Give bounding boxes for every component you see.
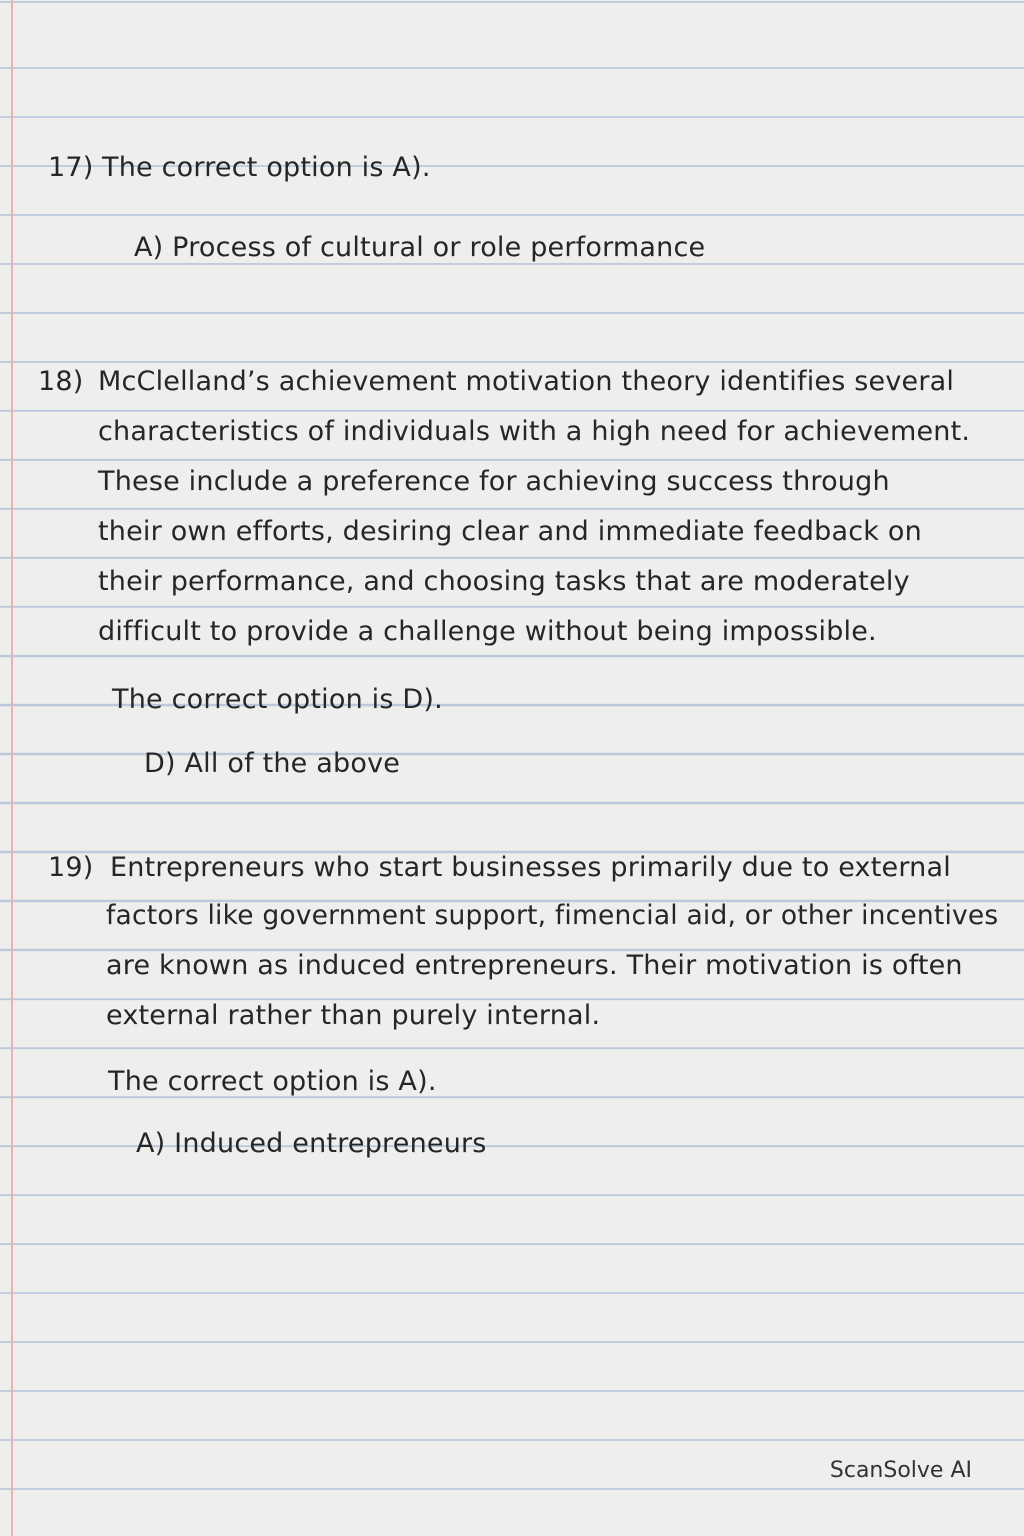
q18-explanation-line-2: characteristics of individuals with a high need for achievement. bbox=[98, 416, 971, 447]
q17-answer-line bbox=[48, 152, 431, 183]
q18-answer-line: The correct option is D). bbox=[112, 684, 443, 715]
q17-number: 17) bbox=[48, 152, 94, 183]
q18-explanation-line-4: their own efforts, desiring clear and immediate feedback on bbox=[98, 516, 922, 547]
q18-explanation-line-6: difficult to provide a challenge without being impossible. bbox=[98, 616, 877, 647]
q19-choice: A) Induced entrepreneurs bbox=[136, 1128, 487, 1159]
q17-choice: A) Process of cultural or role performance bbox=[134, 232, 706, 263]
q18-explanation-line-3: These include a preference for achieving success through bbox=[98, 466, 890, 497]
watermark: ScanSolve AI bbox=[829, 1458, 972, 1483]
q19-explanation-line-3: are known as induced entrepreneurs. Their motivation is often bbox=[106, 950, 963, 981]
q18-line-1-text: McClelland’s achievement motivation theory identifies several bbox=[98, 366, 955, 397]
q19-explanation-line-4: external rather than purely internal. bbox=[106, 1000, 601, 1031]
q18-explanation-line-1 bbox=[38, 366, 954, 397]
q17-answer-text: The correct option is A). bbox=[102, 152, 431, 183]
q18-explanation-line-5: their performance, and choosing tasks that are moderately bbox=[98, 566, 910, 597]
q19-answer-line: The correct option is A). bbox=[108, 1066, 437, 1097]
q18-number: 18) bbox=[38, 366, 84, 397]
q19-explanation-line-1 bbox=[48, 852, 951, 883]
q18-choice: D) All of the above bbox=[144, 748, 401, 779]
q19-number: 19) bbox=[48, 852, 94, 883]
q19-line-1-text: Entrepreneurs who start businesses primarily due to external bbox=[110, 852, 951, 883]
q19-explanation-line-2: factors like government support, fimencial aid, or other incentives bbox=[106, 900, 999, 931]
